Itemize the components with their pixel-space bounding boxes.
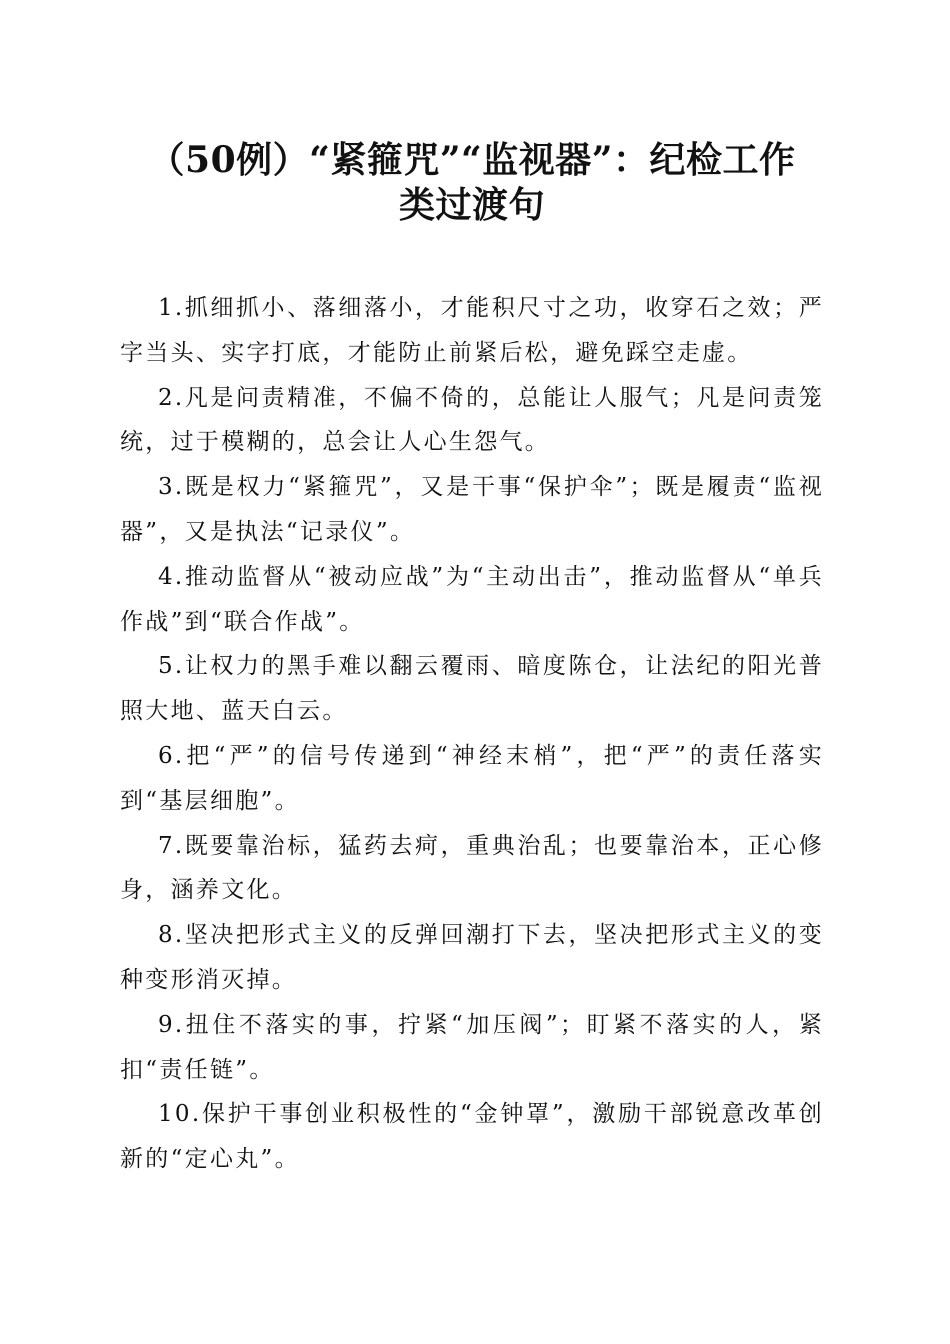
title-line-1: （50例）“紧箍咒”“监视器”：纪检工作 [148,139,796,181]
title-line-2: 类过渡句 [398,184,545,226]
paragraph-6: 6.把“严”的信号传递到“神经末梢”，把“严”的责任落实到“基层细胞”。 [120,742,824,814]
document-title [120,138,824,228]
paragraph-8: 8.坚决把形式主义的反弹回潮打下去，坚决把形式主义的变种变形消灭掉。 [120,922,824,993]
paragraph-3: 3.既是权力“紧箍咒”，又是干事“保护伞”；既是履责“监视器”，又是执法“记录仪”。 [120,474,824,545]
document-body [120,286,824,1182]
paragraph-9: 9.扭住不落实的事，拧紧“加压阀”；盯紧不落实的人，紧扣“责任链”。 [120,1011,824,1083]
paragraph-2: 2.凡是问责精准，不偏不倚的，总能让人服气；凡是问责笼统，过于模糊的，总会让人心生怨气。 [120,384,824,456]
paragraph-7: 7.既要靠治标，猛药去疴，重典治乱；也要靠治本，正心修身，涵养文化。 [120,832,824,904]
paragraph-1: 1.抓细抓小、落细落小，才能积尺寸之功，收穿石之效；严字当头、实字打底，才能防止前紧后松，避免踩空走虚。 [120,295,824,366]
paragraph-4: 4.推动监督从“被动应战”为“主动出击”，推动监督从“单兵作战”到“联合作战”。 [120,563,824,635]
paragraph-10: 10.保护干事创业积极性的“金钟罩”，激励干部锐意改革创新的“定心丸”。 [120,1101,824,1173]
paragraph-5: 5.让权力的黑手难以翻云覆雨、暗度陈仓，让法纪的阳光普照大地、蓝天白云。 [120,653,824,725]
